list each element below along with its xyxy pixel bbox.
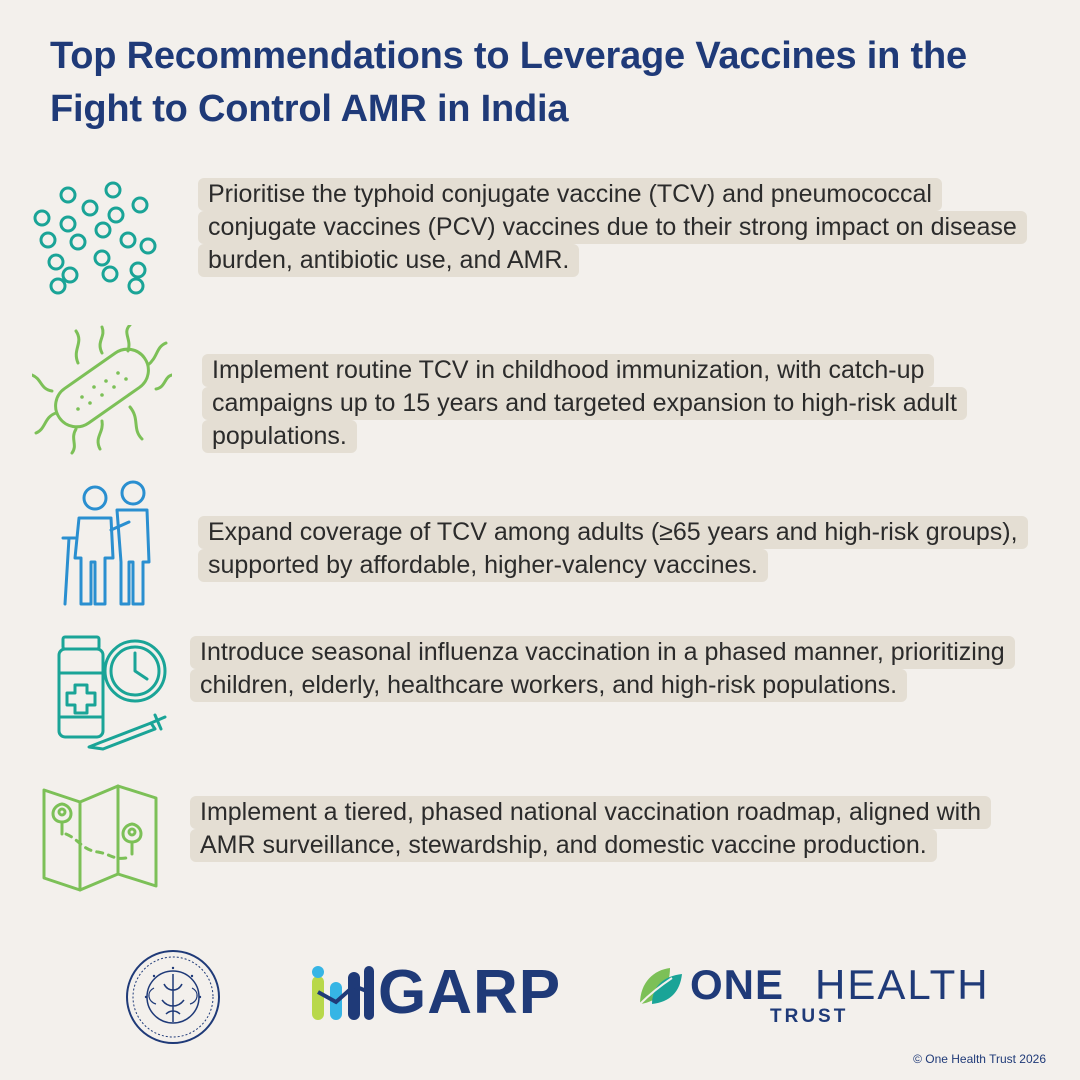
recommendation-5: Implement a tiered, phased national vaccination roadmap, aligned with AMR surveillance, stewardship, and domestic vaccine production. (190, 796, 1030, 862)
cmc-seal-logo (124, 948, 222, 1046)
copyright-notice: © One Health Trust 2026 (913, 1052, 1046, 1066)
one-health-logo-health: HEALTH (815, 961, 990, 1008)
one-health-logo-trust: TRUST (770, 1006, 849, 1027)
recommendation-3: Expand coverage of TCV among adults (≥65 years and high-risk groups), supported by affordable, higher-valency vaccines. (198, 516, 1038, 582)
one-health-leaf-icon (636, 964, 686, 1008)
bacteria-cluster-icon (28, 178, 163, 303)
garp-logo-text: GARP (378, 958, 562, 1027)
elderly-care-icon (55, 478, 160, 608)
vaccine-schedule-icon (55, 633, 170, 753)
roadmap-icon (40, 782, 160, 892)
recommendation-1: Prioritise the typhoid conjugate vaccine (TCV) and pneumococcal conjugate vaccines (PCV) vaccines due to their strong impact on disease burden, antibiotic use, and AMR. (198, 178, 1038, 277)
recommendation-2: Implement routine TCV in childhood immunization, with catch-up campaigns up to 15 years and targeted expansion to high-risk adult populations. (202, 354, 1042, 453)
bacterium-icon (32, 325, 172, 455)
one-health-logo-one: ONE (690, 961, 785, 1008)
recommendation-4: Introduce seasonal influenza vaccination in a phased manner, prioritizing children, elderly, healthcare workers, and high-risk populations. (190, 636, 1030, 702)
garp-mark-icon (310, 962, 376, 1022)
page-title: Top Recommendations to Leverage Vaccines in the Fight to Control AMR in India (50, 35, 967, 130)
